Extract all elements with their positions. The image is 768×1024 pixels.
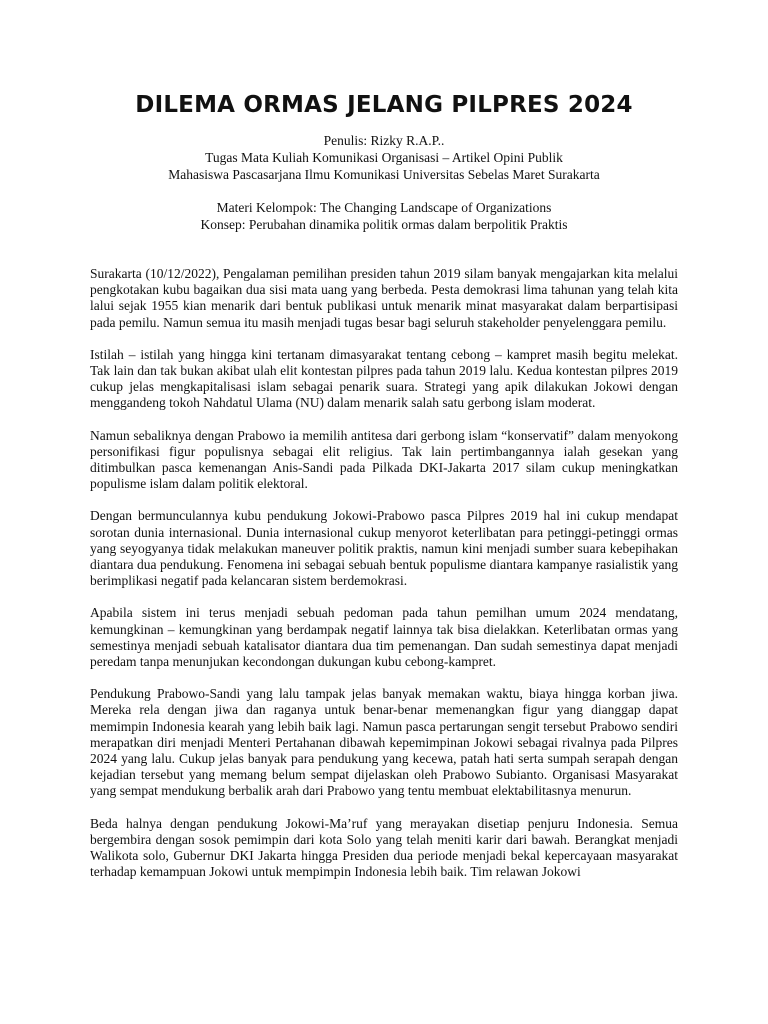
- concept-line: Konsep: Perubahan dinamika politik ormas dalam berpolitik Praktis: [200, 217, 568, 232]
- author-line: Penulis: Rizky R.A.P..: [323, 133, 445, 148]
- paragraph: Beda halnya dengan pendukung Jokowi-Ma’ruf yang merayakan disetiap penjuru Indonesia. Semua bergembira dengan sosok pemimpin dari kota Solo yang telah meniti karir dari bawah. Berangkat menjadi Walikota solo, Gubernur DKI Jakarta hingga Presiden dua periode menjadi bekal kepercayaan masyarakat terhadap kemampuan Jokowi untuk mempimpin Indonesia lebih baik. Tim relawan Jokowi: [90, 815, 678, 880]
- material-line: Materi Kelompok: The Changing Landscape of Organizations: [216, 200, 552, 215]
- program-line: Mahasiswa Pascasarjana Ilmu Komunikasi Universitas Sebelas Maret Surakarta: [168, 167, 600, 182]
- paragraph: Apabila sistem ini terus menjadi sebuah pedoman pada tahun pemilhan umum 2024 mendatang, kemungkinan – kemungkinan yang berdampak negatif lainnya tak bisa dielakkan. Keterlibatan ormas yang semestinya menjadi sebuah katalisator diantara dua tim pemenangan. Dan sudah semestinya dapat menjadi peredam tanpa menunjukan kecondongan dukungan kubu cebong-kampret.: [90, 605, 678, 670]
- paragraph: Dengan bermunculannya kubu pendukung Jokowi-Prabowo pasca Pilpres 2019 hal ini cukup mendapat sorotan dunia internasional. Dunia internasional cukup menyorot keterlibatan para petinggi-petinggi ormas yang seyogyanya tidak melakukan maneuver politik praktis, namun kini menjadi sumber suara kebepihakan diantara dua pendukung. Fenomena ini sebagai sebuah bentuk populisme diantara kampanye rasialistik yang berimplikasi negatif pada kelancaran sistem berdemokrasi.: [90, 508, 678, 589]
- paragraph: Surakarta (10/12/2022), Pengalaman pemilihan presiden tahun 2019 silam banyak mengajarkan kita melalui pengkotakan kubu bagaikan dua sisi mata uang yang berbeda. Pesta demokrasi lima tahunan yang telah kita lalui sejak 1955 kian menarik dari bentuk publikasi untuk menarik minat masyarakat dalam berpartisipasi pada pemilu. Namun semua itu masih menjadi tugas besar bagi seluruh stakeholder penyelenggara pemilu.: [90, 266, 678, 330]
- document-topic-info: [90, 199, 678, 233]
- article-body: [90, 266, 678, 881]
- paragraph: Istilah – istilah yang hingga kini tertanam dimasyarakat tentang cebong – kampret masih begitu melekat. Tak lain dan tak bukan akibat ulah elit kontestan pilpres pada tahun 2019 lalu. Kedua kontestan pilpres 2019 cukup jelas mengkapitalisasi islam sebagai penarik suara. Strategi yang apik dilakukan Jokowi dengan menggandeng tokoh Nahdatul Ulama (NU) dalam menarik salah satu gerbong islam moderat.: [90, 346, 678, 411]
- course-line: Tugas Mata Kuliah Komunikasi Organisasi – Artikel Opini Publik: [205, 150, 563, 165]
- document-title: DILEMA ORMAS JELANG PILPRES 2024: [135, 92, 633, 118]
- paragraph: Namun sebaliknya dengan Prabowo ia memilih antitesa dari gerbong islam “konservatif” dalam menyokong personifikasi figur populisnya sebagai elit religius. Tak lain pertimbangannya ialah gesekan yang ditimbulkan pasca kemenangan Anis-Sandi pada Pilkada DKI-Jakarta 2017 silam cukup meningkatkan populisme islam dalam politik elektoral.: [90, 427, 678, 492]
- paragraph: Pendukung Prabowo-Sandi yang lalu tampak jelas banyak memakan waktu, biaya hingga korban jiwa. Mereka rela dengan jiwa dan raganya untuk benar-benar memenangkan figur yang dianggap dapat memimpin Indonesia kearah yang lebih baik lagi. Namun pasca pertarungan sengit tersebut Prabowo sendiri merapatkan diri menjadi Menteri Pertahanan dibawah kepemimpinan Jokowi sebagai rivalnya pada Pilpres 2024 yang lalu. Cukup jelas banyak para pendukung yang kecewa, patah hati serta sumpah serapah dengan kejadian tersebut yang memang belum sempat dijelaskan oleh Prabowo Subianto. Organisasi Masyarakat yang sempat mendukung berbalik arah dari Prabowo yang tentu membuat elektabilitasnya menurun.: [90, 686, 678, 799]
- document-header-info: [90, 132, 678, 183]
